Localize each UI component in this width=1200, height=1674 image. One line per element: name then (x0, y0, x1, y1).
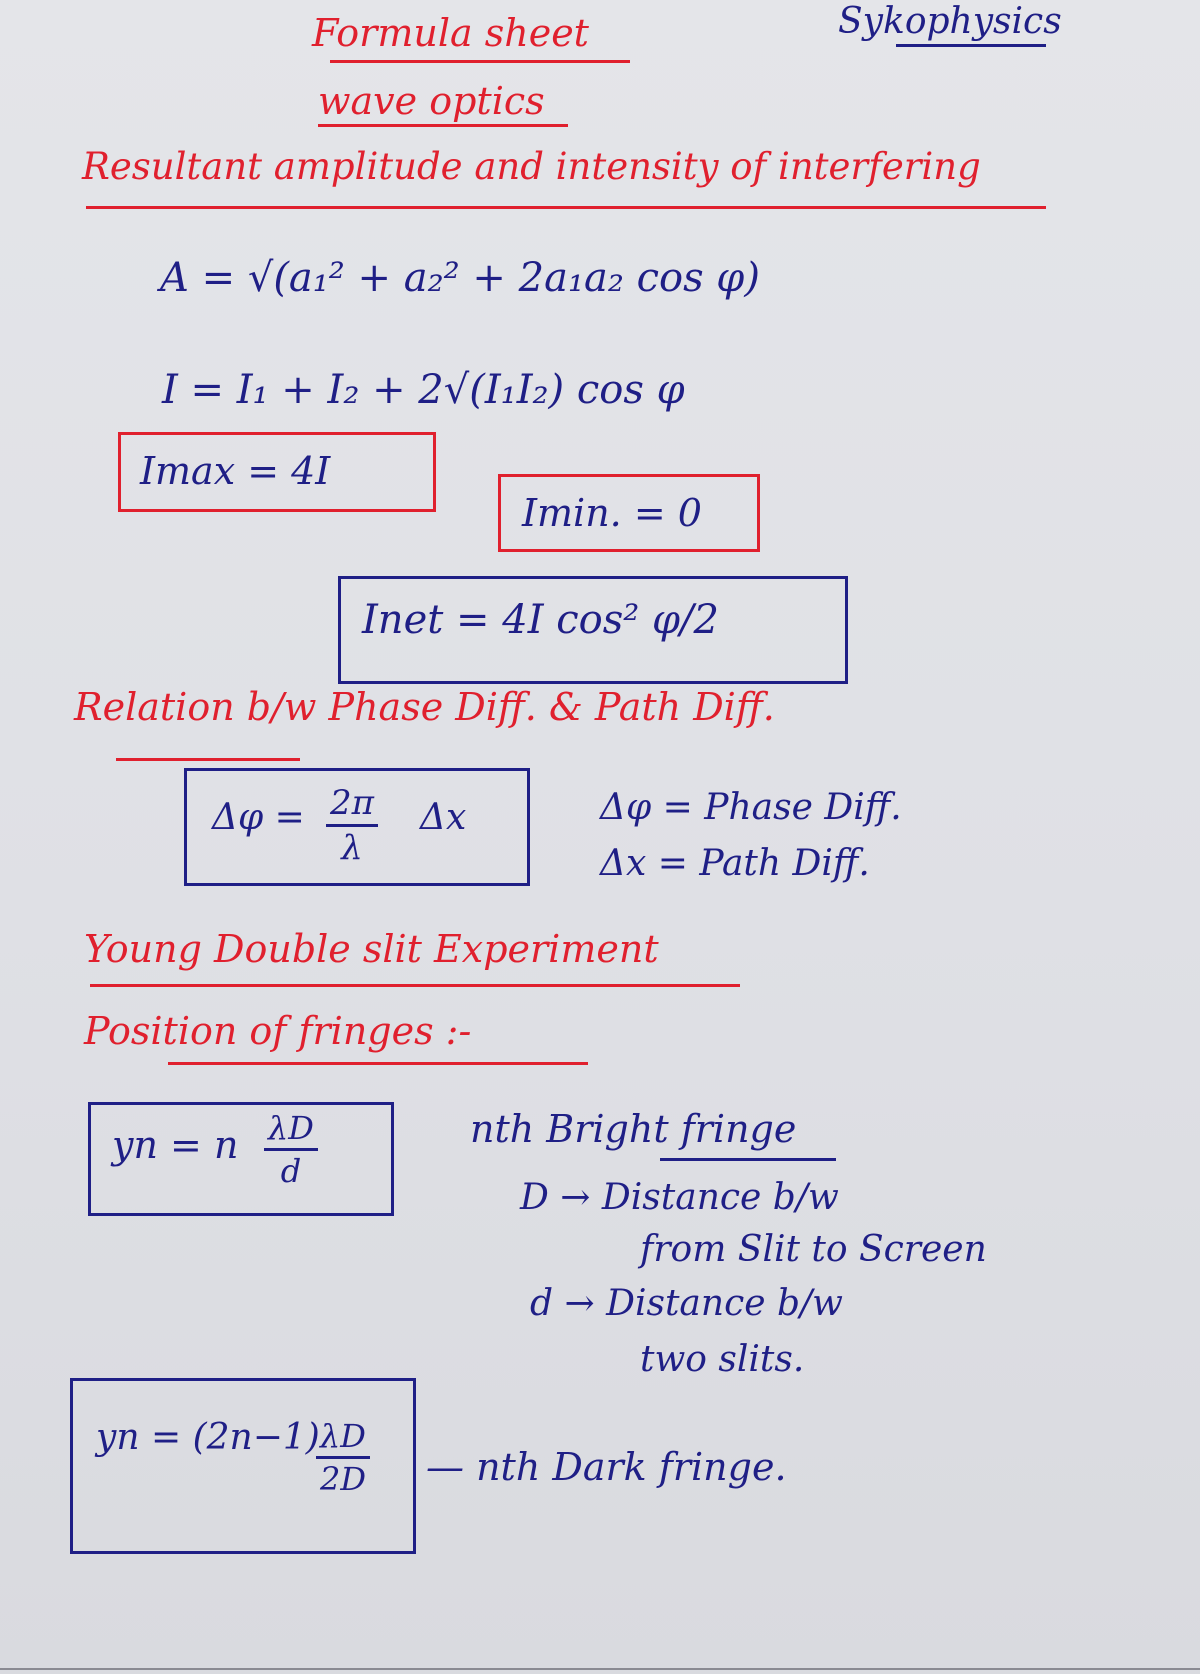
author-name: Sykophysics (838, 1, 1062, 42)
section-heading-phase-path: Relation b/w Phase Diff. & Path Diff. (74, 685, 775, 729)
phase-formula-rhs: Δx (420, 797, 467, 838)
section-heading-fringes: Position of fringes :- (84, 1009, 472, 1053)
distance-D-note-cont: from Slit to Screen (640, 1229, 987, 1270)
bright-formula-lhs: yn = n (112, 1123, 239, 1167)
author-underline (896, 44, 1046, 47)
bright-formula-fraction (264, 1109, 318, 1190)
bright-fringe-note: nth Bright fringe (470, 1107, 797, 1151)
subtitle-underline (318, 124, 568, 127)
section-heading-interference: Resultant amplitude and intensity of interfering (82, 145, 981, 188)
heading-underline (116, 758, 300, 761)
sheet-title: Formula sheet (312, 11, 589, 55)
phase-formula-lhs: Δφ = (212, 797, 305, 838)
phase-diff-note: Δφ = Phase Diff. (600, 787, 902, 828)
sheet-subtitle: wave optics (318, 79, 545, 123)
amplitude-formula: A = √(a₁² + a₂² + 2a₁a₂ cos φ) (160, 255, 760, 301)
fraction-numerator: λD (316, 1420, 370, 1459)
fraction-numerator: λD (264, 1112, 318, 1151)
imax-formula: Imax = 4I (140, 449, 331, 493)
heading-underline (168, 1062, 588, 1065)
fraction-denominator: 2D (319, 1460, 366, 1498)
fraction-numerator: 2π (326, 786, 378, 827)
distance-d-note-cont: two slits. (640, 1339, 805, 1380)
page-edge-line (0, 1668, 1200, 1670)
distance-d-note: d → Distance b/w (530, 1283, 843, 1324)
section-heading-ydse: Young Double slit Experiment (84, 927, 659, 971)
inet-formula: Inet = 4I cos² φ/2 (362, 597, 719, 643)
distance-D-note: D → Distance b/w (520, 1177, 839, 1218)
heading-underline (90, 984, 740, 987)
intensity-formula: I = I₁ + I₂ + 2√(I₁I₂) cos φ (162, 367, 685, 413)
path-diff-note: Δx = Path Diff. (600, 843, 870, 884)
dark-fringe-note: — nth Dark fringe. (426, 1445, 787, 1489)
dark-formula-fraction (316, 1417, 370, 1498)
title-underline (330, 60, 630, 63)
fraction-denominator: d (280, 1152, 302, 1190)
dark-formula-lhs: yn = (2n−1) (96, 1417, 320, 1458)
phase-formula-fraction (326, 783, 378, 868)
heading-underline (86, 206, 1046, 209)
fraction-denominator: λ (341, 828, 363, 868)
note-underline (660, 1158, 836, 1161)
imin-formula: Imin. = 0 (522, 491, 702, 535)
